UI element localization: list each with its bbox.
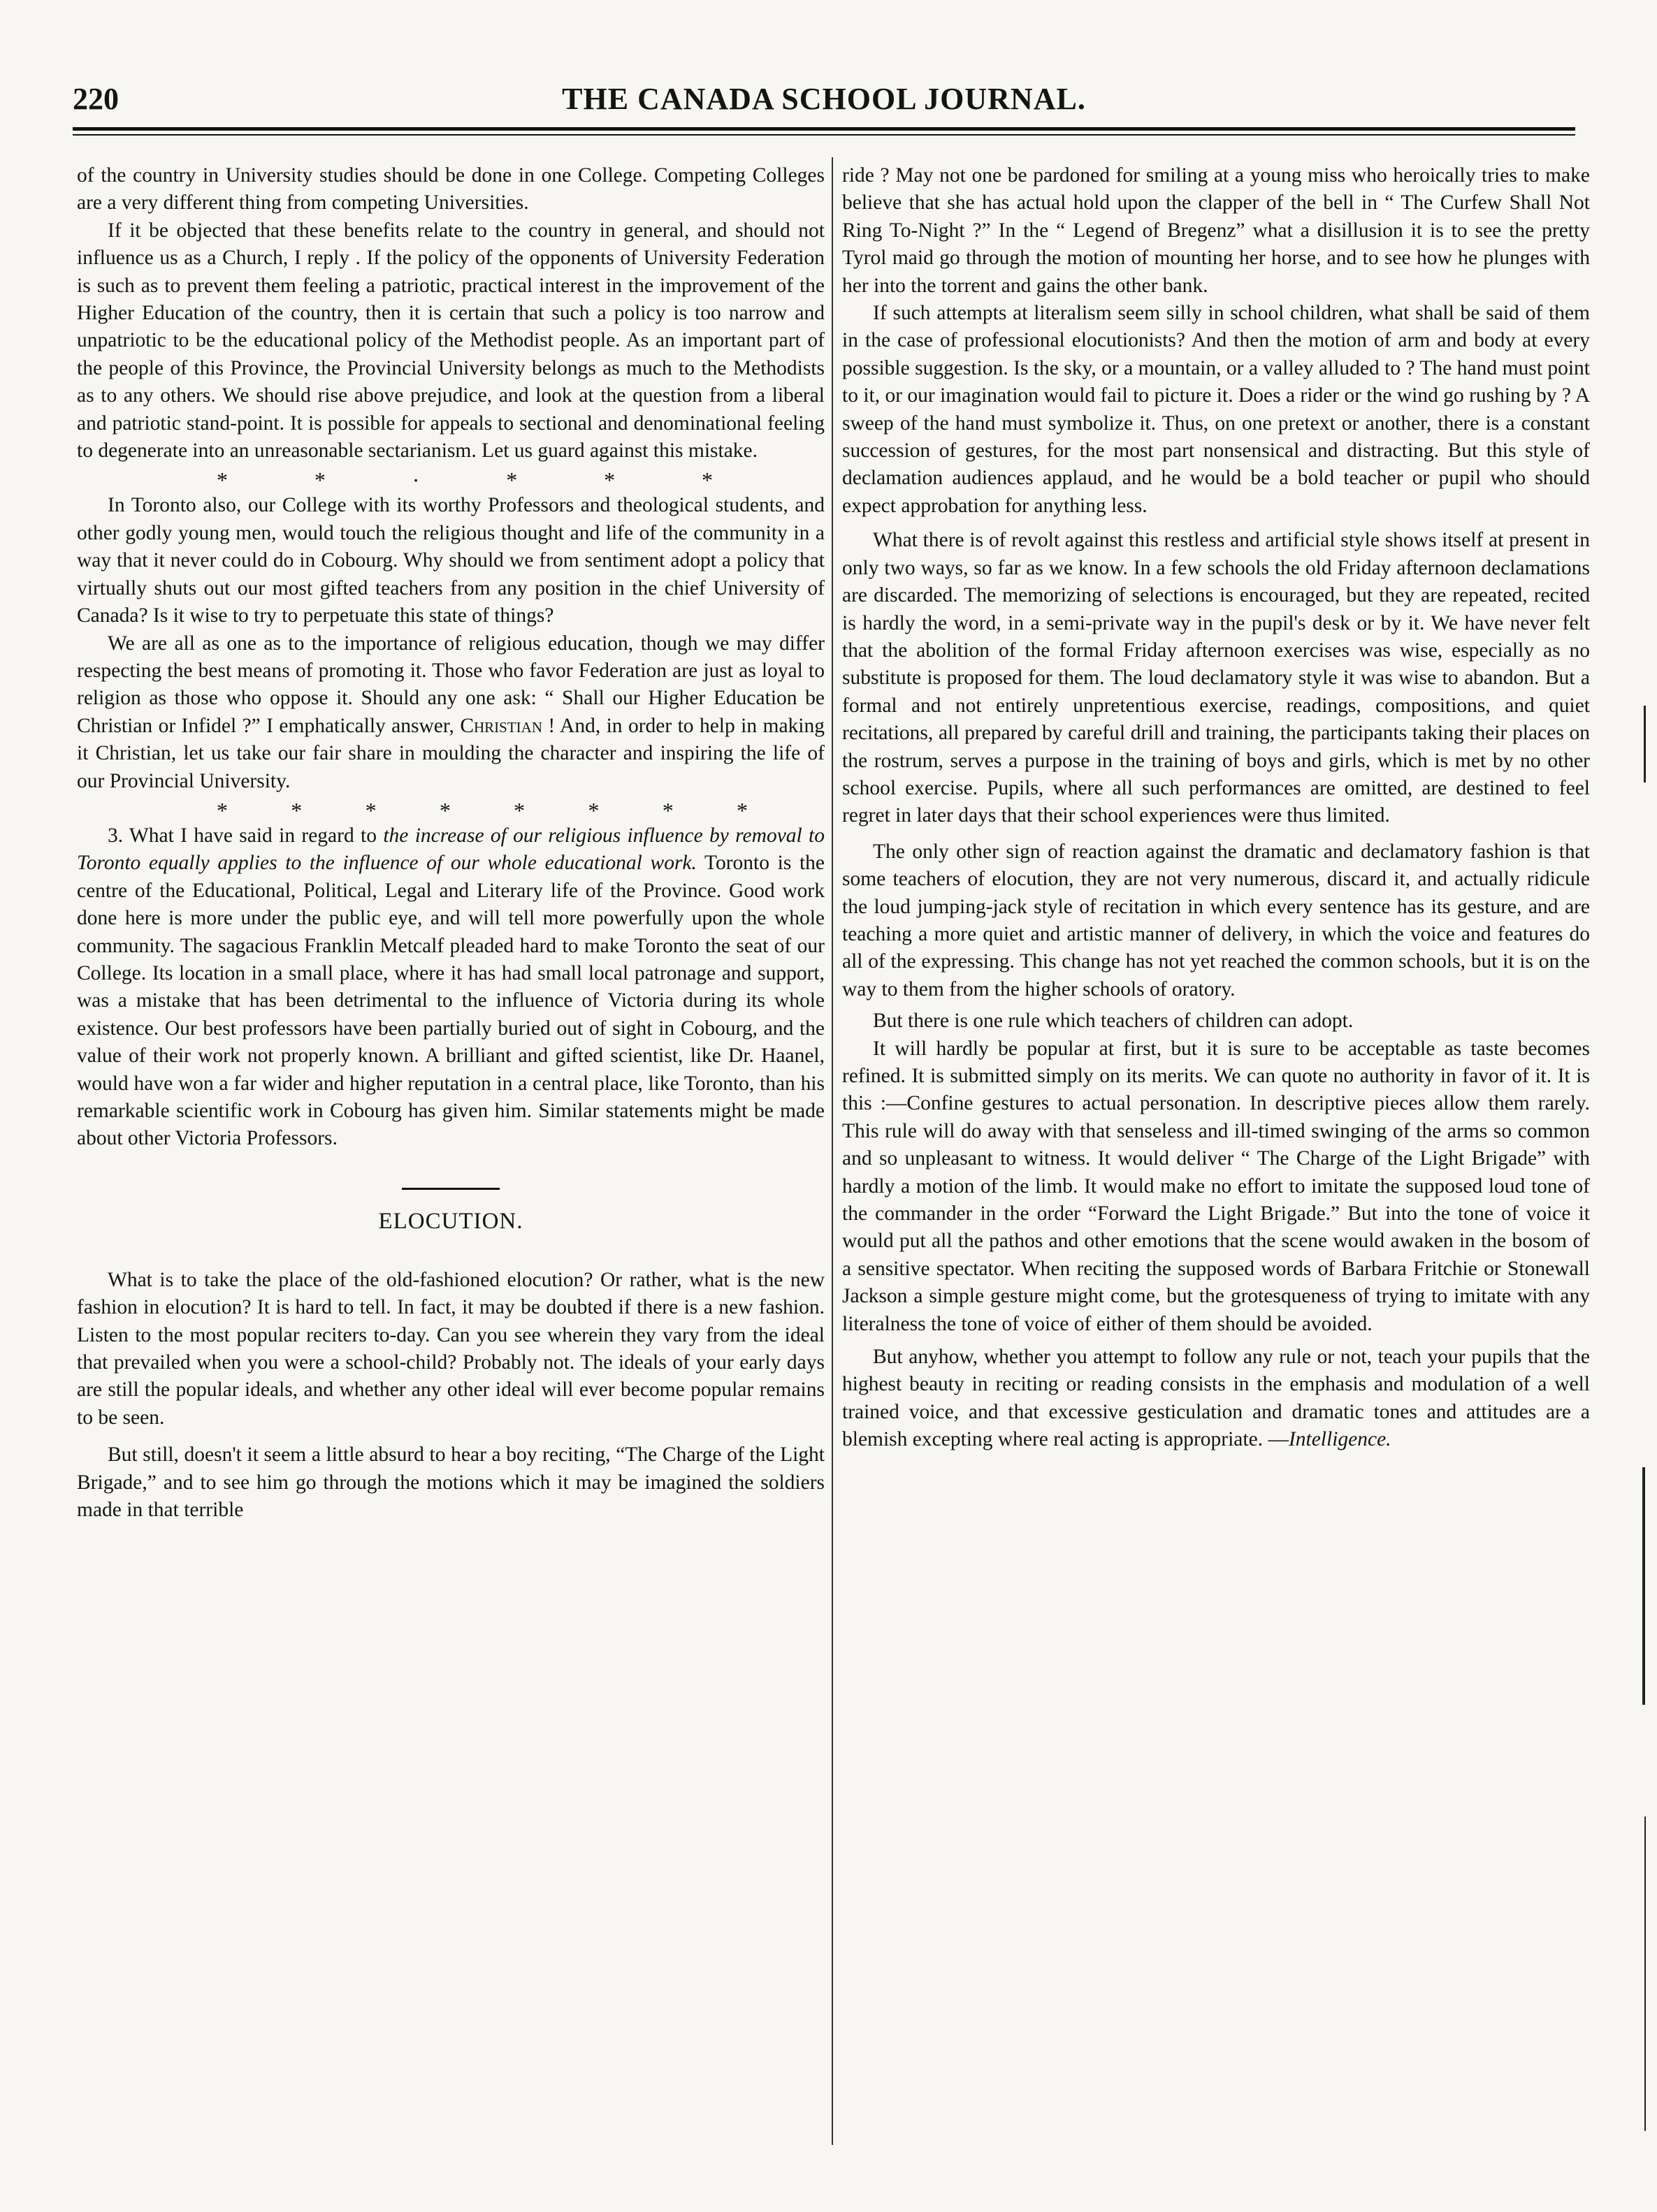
- section-rule: [402, 1188, 500, 1190]
- right-paragraph-2: If such attempts at literalism seem silly in school children, what shall be said of them in the case of professional elocutionists? And then the motion of arm and body at every possible suggestion. Is the sky, or a mountain, or a valley alluded to ? The hand must point to it, or our imagination would fail to picture it. Does a rider or the wind go rushing by ? A sweep of the hand must symbolize it. Thus, on one pretext or another, there is a constant succession of gestures, for the most part nonsensical and distracting. But this style of declamation audiences applaud, and he would be a bold teacher or pupil who should expect approbation for anything less.: [842, 302, 1590, 517]
- margin-mark: [1644, 706, 1646, 783]
- left-paragraph-4: [77, 630, 825, 795]
- text-run: —: [1263, 1428, 1289, 1451]
- right-paragraph-1: ride ? May not one be pardoned for smiling at a young miss who heroically tries to make believe that she has actual hold upon the clapper of the bell in “ The Curfew Shall Not Ring To-Night ?” In the “ Legend of Bregenz” what a disillusion it is to see the pretty Tyrol maid go through the motion of mounting her horse, and to see how he plunges with her into the torrent and gains the other bank.: [842, 164, 1590, 297]
- right-paragraph-7: [842, 1344, 1590, 1454]
- right-paragraph-5: But there is one rule which teachers of children can adopt.: [873, 1010, 1354, 1033]
- star-mark: *: [662, 797, 674, 823]
- star-mark: *: [514, 797, 526, 823]
- italic-phrase: the increase of our religious influence by removal to Toronto equally applies to the influence of our whole educational work.: [77, 824, 825, 875]
- section-break-stars: [77, 795, 825, 822]
- right-paragraph-4: The only other sign of reaction against the dramatic and declamatory fashion is that some teachers of elocution, they are not very numerous, discard it, and actually ridicule the loud jumping-jack style of recitation in which every sentence has its gesture, and are teaching a more quiet and artistic manner of delivery, in which the voice and features do all of the expressing. This change has not yet reached the common schools, but it is on the way to them from the higher schools of oratory.: [842, 840, 1590, 1001]
- star-mark: *: [588, 797, 600, 823]
- margin-mark: [1644, 1817, 1646, 2131]
- star-mark: *: [701, 467, 713, 493]
- left-paragraph-5: [77, 822, 825, 1153]
- star-mark: *: [604, 467, 616, 493]
- right-column: [842, 162, 1590, 1454]
- star-mark: *: [439, 797, 451, 823]
- small-caps-word: Christian: [460, 714, 543, 737]
- page-header: [73, 75, 1575, 124]
- journal-title: THE CANADA SCHOOL JOURNAL.: [562, 82, 1086, 116]
- star-mark: *: [291, 797, 303, 823]
- text-run: We are all as one as to the importance of religious education, though we may differ respecting the best means of promoting it. Those who favor Federation are just as loyal to religion as those who oppose it. Should any one ask: “ Shall our Higher Education be Christian or Infidel ?” I emphatically answer,: [77, 632, 825, 737]
- section-break-stars: [77, 465, 825, 492]
- text-run: ! And, in order to help in making it Christian, let us take our fair share in moulding the character and inspiring the life of our Provincial University.: [77, 714, 825, 792]
- left-paragraph-3: In Toronto also, our College with its worthy Professors and theological students, and other godly young men, would touch the religious thought and life of the community in a way that it never could do in Cobourg. Why should we from sentiment adopt a policy that virtually shuts out our most gifted teachers from any position in the chief University of Canada? Is it wise to try to perpetuate this state of things?: [77, 494, 825, 627]
- star-mark: *: [217, 467, 228, 493]
- text-run: 3. What I have said in regard to: [108, 824, 377, 847]
- star-mark: *: [217, 797, 228, 823]
- column-divider: [832, 157, 833, 2145]
- left-paragraph-1: of the country in University studies should be done in one College. Competing Colleges are a very different thing from competing Universities.: [77, 164, 825, 214]
- source-credit: Intelligence.: [1288, 1428, 1391, 1451]
- section-title-elocution: ELOCUTION.: [378, 1208, 523, 1234]
- right-paragraph-6: It will hardly be popular at first, but it is sure to be acceptable as taste becomes refined. It is submitted simply on its merits. We can quote no authority in favor of it. It is this :—Confine gestures to actual personation. In descriptive pieces allow them rarely. This rule will do away with that senseless and ill-timed swinging of the arms so common and so unpleasant to witness. It would deliver “ The Charge of the Light Brigade” with hardly a motion of the limb. It would make no effort to imitate the supposed loud tone of the commander in the order “Forward the Light Brigade.” But into the tone of voice it would put all the pathos and other emotions that the scene would awaken in the bosom of a sensitive spectator. When reciting the supposed words of Barbara Fritchie or Stonewall Jackson a simple gesture might come, but the grotesqueness of trying to imitate with any literalness the tone of voice of either of them should be avoided.: [842, 1037, 1590, 1335]
- star-mark: *: [365, 797, 377, 823]
- left-paragraph-6: What is to take the place of the old-fashioned elocution? Or rather, what is the new fashion in elocution? It is hard to tell. In fact, it may be doubted if there is a new fashion. Listen to the most popular reciters to-day. Can you see wherein they vary from the ideal that prevailed when you were a school-child? Probably not. The ideals of your early days are still the popular ideals, and whether any other ideal will ever become popular remains to be seen.: [77, 1268, 825, 1429]
- margin-mark: [1642, 1467, 1645, 1705]
- text-run: Toronto is the centre of the Educational, Political, Legal and Literary life of the Province. Good work done here is more under the public eye, and will tell more powerfully upon the whole community. The sagacious Franklin Metcalf pleaded hard to make Toronto the seat of our College. Its location in a small place, where it has had small local patronage and support, was a mistake that has been detrimental to the influence of Victoria during its whole existence. Our best professors have been partially buried out of sight in Cobourg, and the value of their work not properly known. A brilliant and gifted scientist, like Dr. Haanel, would have won a far wider and higher reputation in a central place, like Toronto, than his remarkable scientific work in Cobourg has given him. Similar statements might be made about other Victoria Professors.: [77, 852, 825, 1150]
- text-run: But anyhow, whether you attempt to follow any rule or not, teach your pupils that the highest beauty in reciting or reading consists in the emphasis and modulation of a well trained voice, and that excessive gesticulation and dramatic tones and attitudes are a blemish excepting where real acting is appropriate.: [842, 1346, 1590, 1451]
- header-rule-thick: [73, 127, 1575, 131]
- right-paragraph-3: What there is of revolt against this restless and artificial style shows itself at present in only two ways, so far as we know. In a few schools the old Friday afternoon declamations are discarded. The memorizing of selections is encouraged, but they are repeated, recited is hardly the word, in a semi-private way in the pupil's desk or by it. We have never felt that the abolition of the formal Friday afternoon exercises was wise, especially as no substitute is proposed for them. The loud declamatory style it was wise to abandon. But a formal and not entirely unpretentious exercise, readings, compositions, and quiet recitations, all prepared by careful drill and training, the participants taking their places on the rostrum, serves a purpose in the training of boys and girls, which is met by no other school exercise. Pupils, where all such performances are omitted, are destined to feel regret in later days that their school experiences were thus limited.: [842, 529, 1590, 827]
- left-paragraph-2: If it be objected that these benefits relate to the country in general, and should not influence us as a Church, I reply . If the policy of the opponents of University Federation is such as to prevent them feeling a patriotic, practical interest in the improvement of the Higher Education of the country, then it is certain that such a policy is too narrow and unpatriotic to be the educational policy of the Methodist people. As an important part of the people of this Province, the Provincial University belongs as much to the Methodists as to any others. We should rise above prejudice, and look at the question from a liberal and patriotic stand-point. It is possible for appeals to sectional and denominational feeling to degenerate into an unreasonable sectarianism. Let us guard against this mistake.: [77, 219, 825, 463]
- page-number: 220: [73, 82, 119, 116]
- header-rule-thin: [73, 134, 1575, 136]
- left-paragraph-7: But still, doesn't it seem a little absurd to hear a boy reciting, “The Charge of the Light Brigade,” and to see him go through the motions which it may be imagined the soldiers made in that terrible: [77, 1443, 825, 1522]
- star-mark: ·: [412, 467, 420, 493]
- star-mark: *: [314, 467, 326, 493]
- left-column: [77, 162, 825, 1524]
- star-mark: *: [506, 467, 518, 493]
- star-mark: *: [736, 797, 748, 823]
